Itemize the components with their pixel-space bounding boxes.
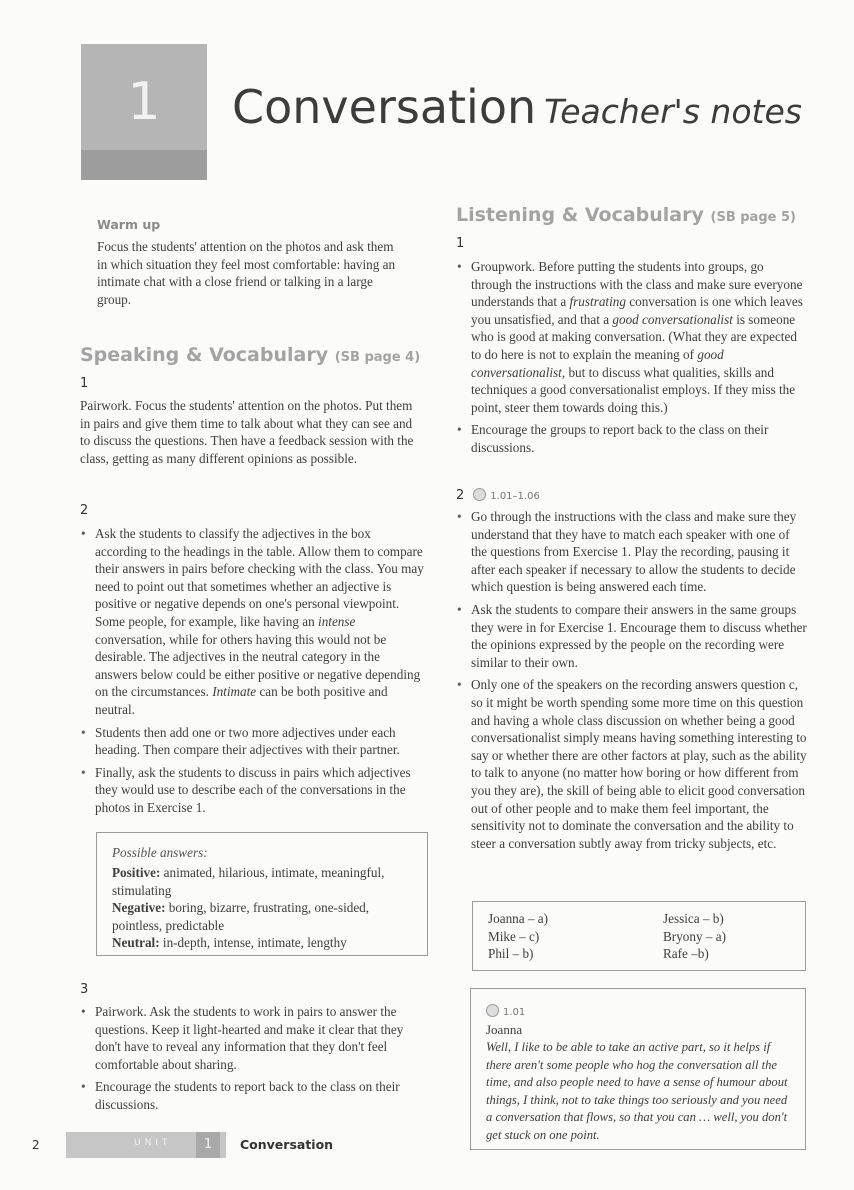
unit-number-block xyxy=(81,44,207,180)
listening-heading-text: Listening & Vocabulary xyxy=(456,204,704,226)
cd-icon xyxy=(486,1004,499,1017)
title-subtitle: Teacher's notes xyxy=(544,92,802,131)
listening-ex2-header xyxy=(456,486,540,504)
speaking-ex3-list xyxy=(80,1003,425,1119)
footer-unit-number: 1 xyxy=(196,1132,220,1158)
list-item: • Encourage the students to report back to the class on their discussions. xyxy=(80,1078,425,1113)
answers-right-col xyxy=(663,910,726,963)
listening-ex1-number: 1 xyxy=(456,236,465,251)
transcript-speaker: Joanna xyxy=(486,1022,523,1037)
answers-left-col xyxy=(488,910,548,963)
listening-heading xyxy=(456,204,796,226)
cd-icon xyxy=(473,488,486,501)
list-item: • Finally, ask the students to discuss in pairs which adjectives they would use to describe each of the conversations in the photos in Exercise 1. xyxy=(80,764,425,817)
warmup-text: Focus the students' attention on the photos and ask them in which situation they feel most comfortable: having an intimate chat with a close friend or talking in a large group. xyxy=(97,239,396,307)
list-item: • Ask the students to compare their answers in the same groups they were in for Exercise 1. Encourage them to discuss whether the opinions expressed by the people on the recording were similar to their own. xyxy=(456,601,808,671)
speaking-ex1-text: Pairwork. Focus the students' attention on the photos. Put them in pairs and give them time to talk about what they can see and to discuss the questions. Then have a feedback session with the class, getting as many different opinions as possible. xyxy=(80,398,414,466)
speaking-page-ref: (SB page 4) xyxy=(334,350,421,365)
listening-ex2-number: 2 xyxy=(456,488,465,503)
listening-answers-box xyxy=(472,901,806,971)
warmup-heading: Warm up xyxy=(97,217,161,232)
title-main: Conversation xyxy=(232,80,537,134)
list-item: • Pairwork. Ask the students to work in pairs to answer the questions. Keep it light-hearted and make it clear that they don't have to reveal any information that they don't feel comfortable about sharing. xyxy=(80,1003,425,1073)
speaking-ex2-number: 2 xyxy=(80,503,89,518)
unit-number: 1 xyxy=(127,72,161,132)
page-number: 2 xyxy=(32,1138,40,1152)
speaking-ex2-list xyxy=(80,525,425,822)
unit-block-band xyxy=(81,150,207,180)
list-item: • Ask the students to classify the adjectives in the box according to the headings in the table. Allow them to compare their answers in pairs before checking with the class. You may need to point out that sometimes whether an adjective is positive or negative depends on one's personal viewpoint. Some people, for example, like having an intense conversation, while for others having this would not be desirable. The adjectives in the neutral category in the answers below could be either positive or negative depending on the circumstances. Intimate can be both positive and neutral. xyxy=(80,525,425,719)
speaking-heading-text: Speaking & Vocabulary xyxy=(80,344,329,366)
list-item: • Only one of the speakers on the recording answers question c, so it might be worth spending some more time on this question and having a whole class discussion on whether being a good conversationalist simply means having something interesting to say or whether there are other factors at play, such as the ability to talk to anyone (no matter how boring or how different from you they are), the skill of being able to elicit good conversation out of other people and to make them feel important, the sensitivity not to dominate the conversation and the ability to steer a conversation subtly away from tricky subjects, etc. xyxy=(456,676,808,852)
list-item: • Go through the instructions with the class and make sure they understand that they have to match each speaker with one of the questions from Exercise 1. Play the recording, pausing it after each speaker if necessary to allow the students to decide which question is being answered each time. xyxy=(456,508,808,596)
footer-title: Conversation xyxy=(240,1137,334,1152)
transcript-track: 1.01 xyxy=(503,1007,526,1018)
footer-unit-bar xyxy=(66,1132,226,1158)
audio-track-ref: 1.01–1.06 xyxy=(490,491,540,502)
answer-item: Rafe –b) xyxy=(663,946,709,962)
listening-ex2-list xyxy=(456,508,808,857)
speaking-ex1-number: 1 xyxy=(80,376,89,391)
list-item: • Encourage the groups to report back to the class on their discussions. xyxy=(456,421,806,456)
page-title xyxy=(232,80,802,134)
answer-item: Joanna – a) xyxy=(488,911,549,926)
answer-item: Mike – c) xyxy=(488,928,540,944)
answers-body: Positive: animated, hilarious, intimate, meaningful, stimulating Negative: boring, bizarre, frustrating, one-sided, pointless, predictable Neutral: in-depth, intense, intimate, lengthy xyxy=(112,865,385,951)
footer-unit-label: UNIT xyxy=(134,1138,172,1148)
listening-page-ref: (SB page 5) xyxy=(710,210,796,225)
list-item: • Students then add one or two more adjectives under each heading. Then compare their adjectives with their partner. xyxy=(80,724,425,759)
possible-answers-box xyxy=(96,832,428,956)
transcript-audio xyxy=(486,1002,525,1020)
transcript-text: Well, I like to be able to take an active part, so it helps if there aren't some people who hog the conversation all the time, and also people need to have a sense of humour about things, I think, not to take things too seriously and you need a conversation that flows, so that you can … well, you don't get stuck on one point. xyxy=(486,1040,788,1142)
answer-item: Bryony – a) xyxy=(663,928,726,944)
answers-heading: Possible answers: xyxy=(112,845,208,860)
answer-item: Jessica – b) xyxy=(663,911,724,926)
speaking-ex3-number: 3 xyxy=(80,982,89,997)
answer-item: Phil – b) xyxy=(488,946,534,962)
listening-ex1-list xyxy=(456,258,806,462)
speaking-heading xyxy=(80,344,420,366)
list-item: • Groupwork. Before putting the students into groups, go through the instructions with the class and make sure everyone understands that a frustrating conversation is one which leaves you unsatisfied, and that a good conversationalist is someone who is good at making conversation. (What they are expected to do here is not to explain the meaning of good conversationalist, but to discuss what qualities, skills and techniques a good conversationalist employs. If they miss the point, steer them towards doing this.) xyxy=(456,258,806,416)
transcript-box xyxy=(470,988,806,1150)
